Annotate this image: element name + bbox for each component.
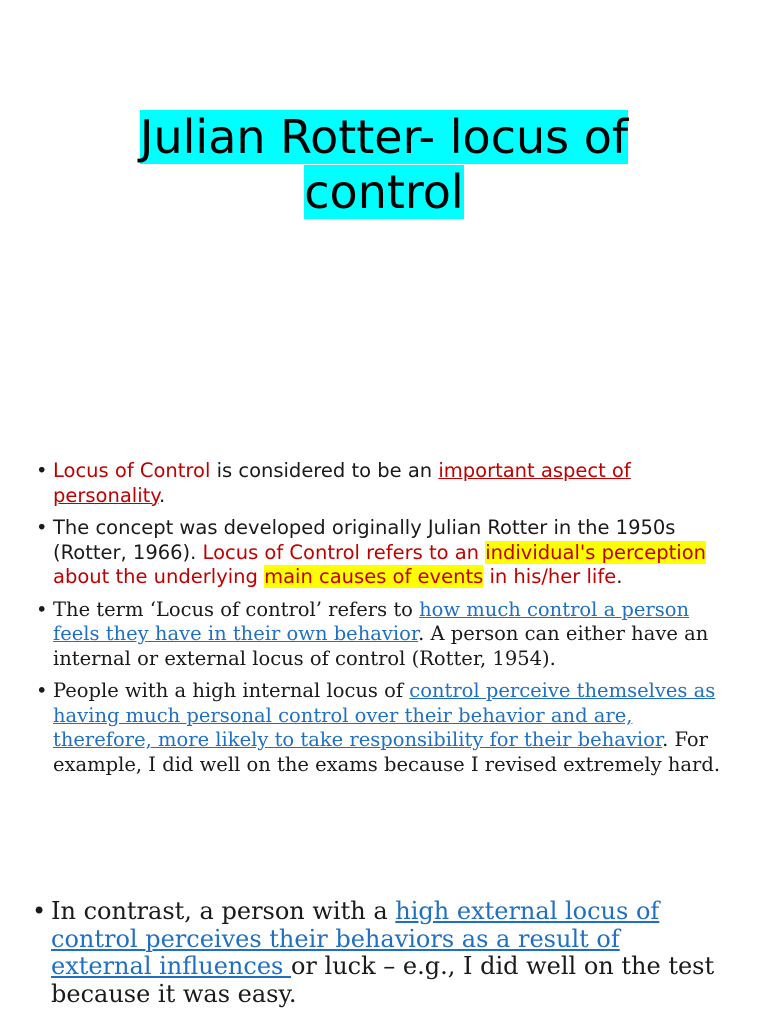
bullet-text: The concept was developed originally Julian Rotter in the 1950s (Rotter, 1966). <box>53 516 676 564</box>
bullet-link[interactable]: control perceive themselves as having much personal control over their behavior and are, therefore, more likely to take responsibility for their behavior <box>53 679 716 751</box>
bullet-dot: • <box>36 516 48 539</box>
bullet-list-large <box>32 898 722 1018</box>
bullet-text: about the underlying <box>53 565 265 588</box>
bullet-text: in his/her life <box>483 565 617 588</box>
bullet-text: . For example, I did well on the exams because I revised extremely hard. <box>53 728 721 776</box>
highlighted-text: main causes of events <box>264 565 484 588</box>
bullet-locus-of-control <box>36 459 736 508</box>
bullet-text: The term ‘Locus of control’ refers to <box>53 597 420 621</box>
bullet-text: . <box>616 565 623 588</box>
slide-title <box>0 110 768 220</box>
bullet-link[interactable]: high external locus of control perceives their behaviors as a result of external influences <box>51 897 660 980</box>
bullet-text: Locus of Control <box>53 459 211 482</box>
bullet-text: is considered to be an <box>210 459 439 482</box>
highlighted-text: individual's perception <box>485 540 706 564</box>
bullet-text: . <box>159 483 166 507</box>
bullet-list <box>36 459 736 785</box>
bullet-link[interactable]: how much control a person feels they have in their own behavior <box>53 597 690 645</box>
bullet-dot: • <box>36 679 48 702</box>
bullet-dot: • <box>32 897 47 925</box>
bullet-text: or luck – e.g., I did well on the test because it was easy. <box>51 952 715 1008</box>
title-line-1: Julian Rotter- locus of <box>139 110 629 164</box>
bullet-text: In contrast, a person with a <box>51 897 396 925</box>
bullet-internal-locus <box>36 679 736 777</box>
bullet-dot: • <box>36 597 48 621</box>
bullet-text: Locus of Control refers to an <box>202 540 480 564</box>
bullet-link[interactable]: important aspect of personality <box>53 459 631 507</box>
bullet-text: People with a high internal locus of <box>53 679 410 702</box>
bullet-external-locus <box>32 898 722 1008</box>
bullet-text: . A person can either have an internal or external locus of control (Rotter, 1954). <box>53 622 709 670</box>
bullet-concept <box>36 516 736 590</box>
bullet-term <box>36 598 736 672</box>
bullet-dot: • <box>36 459 48 482</box>
title-line-2: control <box>304 165 464 219</box>
